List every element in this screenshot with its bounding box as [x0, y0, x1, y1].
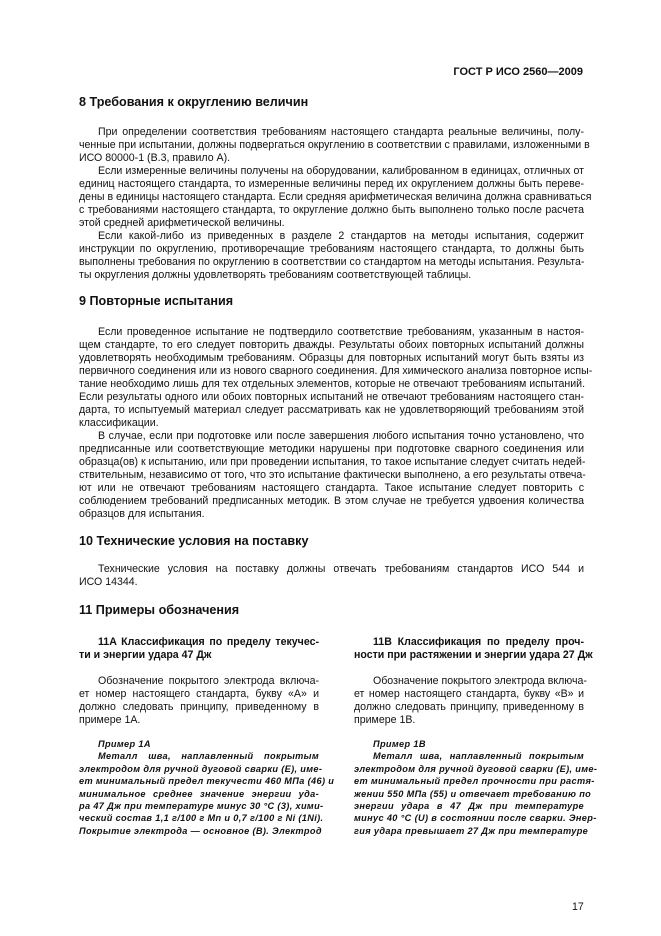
page-number: 17	[572, 901, 584, 913]
section-8-heading: 8 Требования к округлению величин	[79, 95, 309, 109]
example-line: гия удара превышает 27 Дж при температуре	[354, 825, 589, 836]
section-10-body	[79, 563, 584, 589]
paragraph	[354, 675, 587, 727]
example-line: ра 47 Дж при температуре минус 30 °С (3), хими-	[79, 800, 324, 811]
example-line: Металл шва, наплавленный покрытым	[373, 751, 584, 762]
subsection-heading-line: 11B Классификация по пределу проч-	[373, 636, 584, 648]
document-id: ГОСТ Р ИСО 2560—2009	[453, 66, 583, 78]
paragraph-line: Если измеренные величины получены на оборудовании, калиброванном в единицах, отличных от	[98, 165, 584, 177]
paragraph-line: примере 1B.	[354, 714, 416, 726]
paragraph-line: ствительным, независимо от того, что это испытание фактически выполнено, а его результаты отвеча-	[79, 469, 586, 481]
example-line: электродом для ручной дуговой сварки (E), име-	[354, 763, 598, 774]
paragraph-line: соблюдением требований предписанных методик. В этом случае не требуется удвоения количества	[79, 495, 584, 507]
paragraph-line: выполнены требования по округлению в соответствии со стандартом на методы испытания. Результа-	[79, 256, 585, 268]
paragraph-line: дарта, то испытуемый материал следует рассматривать как не удовлетворяющий требованиям этой	[79, 404, 584, 416]
example-title: Пример 1B	[373, 739, 426, 749]
section-9-heading: 9 Повторные испытания	[79, 294, 234, 308]
subsection-heading-line: ности при растяжении и энергии удара 27 Дж	[354, 649, 593, 661]
example	[79, 738, 335, 837]
paragraph-line: ИСО 14344.	[79, 576, 138, 588]
section-10-heading: 10 Технические условия на поставку	[79, 534, 309, 548]
example-line: ет минимальный предел прочности при растя-	[354, 776, 595, 787]
section-9-body	[79, 326, 593, 521]
example-title: Пример 1A	[98, 739, 151, 749]
example-line: минимальное среднее значение энергии уда-	[79, 788, 319, 799]
paragraph-line: образца(ов) к испытанию, или при проведении испытания, то такое испытание следует считать недей-	[79, 456, 586, 468]
paragraph	[79, 326, 593, 430]
paragraph	[79, 675, 319, 727]
paragraph-line: щем стандарте, то его следует повторить дважды. Результаты обоих повторных испытаний должны	[79, 339, 584, 351]
paragraph-line: ченные при испытании, должны подвергаться округлению в соответствии с правилами, изложенными в	[79, 139, 590, 151]
paragraph-line: Если проведенное испытание не подтвердило соответствие требованиям, указанным в настоя-	[98, 326, 584, 338]
paragraph-line: примере 1A.	[79, 714, 141, 726]
paragraph-line: классификации.	[79, 417, 159, 429]
subsection-heading-line: 11A Классификация по пределу текучес-	[98, 636, 319, 648]
paragraph-line: Обозначение покрытого электрода включа-	[98, 675, 319, 687]
example-line: Металл шва, наплавленный покрытым	[98, 751, 319, 762]
paragraph-line: В случае, если при подготовке или после завершения любого испытания точно установлено, что	[98, 430, 584, 442]
paragraph-line: удовлетворять необходимым требованиям. Образцы для повторных испытаний могут быть взяты из	[79, 352, 584, 364]
example-line: жении 550 МПа (55) и отвечает требованию по	[354, 788, 592, 799]
section-11-heading: 11 Примеры обозначения	[79, 603, 240, 617]
example-line: электродом для ручной дуговой сварки (E), име-	[79, 763, 323, 774]
subsection-heading-line: ти и энергии удара 47 Дж	[79, 649, 212, 661]
subsection-heading	[79, 636, 319, 662]
paragraph	[79, 230, 584, 282]
paragraph-line: ют или не отвечают требованиям настоящего стандарта. Такое испытание следует повторить с	[79, 482, 584, 494]
paragraph-line: единиц настоящего стандарта, то измеренные величины перед их округлением должны быть переве-	[79, 178, 584, 190]
paragraph-line: Обозначение покрытого электрода включа-	[373, 675, 587, 687]
subsection-heading	[354, 636, 593, 662]
paragraph	[79, 430, 584, 521]
section-8-body	[79, 126, 592, 282]
paragraph-line: При определении соответствия требованиям настоящего стандарта реальные величины, полу-	[98, 126, 584, 138]
paragraph	[79, 126, 590, 165]
paragraph-line: Если какой-либо из приведенных в разделе 2 стандартов на методы испытания, содержит	[98, 230, 584, 242]
paragraph-line: ет номер настоящего стандарта, букву «A» и	[79, 688, 319, 700]
paragraph	[79, 563, 584, 589]
column-11a	[79, 636, 335, 837]
example-line: минус 40 °С (U) в состоянии после сварки. Энер-	[354, 813, 597, 824]
example-line: ет минимальный предел текучести 460 МПа (46) и	[79, 776, 335, 787]
paragraph-line: ИСО 80000-1 (B.3, правило A).	[79, 152, 231, 164]
example	[354, 738, 598, 837]
example-line: Покрытие электрода — основное (B). Электрод	[79, 825, 322, 836]
paragraph-line: с требованиями настоящего стандарта, то округление должно быть выполнено только после расчета	[79, 204, 584, 216]
paragraph-line: должно следовать принципу, приведенному в	[79, 701, 319, 713]
paragraph-line: ет номер настоящего стандарта, букву «B» и	[354, 688, 584, 700]
paragraph-line: Если результаты одного или обоих повторных испытаний не отвечают требованиям настоящего стан-	[79, 391, 584, 403]
paragraph-line: первичного соединения или из нового сварного соединения. Для химического анализа повторное испы-	[79, 365, 593, 377]
example-line: ческий состав 1,1 г/100 г Mn и 0,7 г/100 г Ni (1Ni).	[79, 813, 324, 824]
paragraph-line: ты округления должны удовлетворять требованиям соответствующей таблицы.	[79, 269, 472, 281]
paragraph-line: этой средней арифметической величины.	[79, 217, 285, 229]
column-11b	[354, 636, 598, 837]
paragraph-line: инструкции по округлению, противоречащие требованиям настоящего стандарта, то должны быть	[79, 243, 584, 255]
paragraph-line: должно следовать принципу, приведенному в	[354, 701, 584, 713]
paragraph-line: дены в единицы настоящего стандарта. Если средняя арифметическая величина должна сравниваться	[79, 191, 592, 203]
paragraph-line: образцов для испытания.	[79, 508, 205, 520]
paragraph	[79, 165, 592, 230]
example-line: энергии удара в 47 Дж при температуре	[354, 800, 584, 811]
paragraph-line: Технические условия на поставку должны отвечать требованиям стандартов ИСО 544 и	[98, 563, 584, 575]
paragraph-line: предписанные или соответствующие методики нарушены при подготовке сварного соединения или	[79, 443, 584, 455]
paragraph-line: тание необходимо лишь для тех отдельных элементов, которые не отвечают требованиям испытаний.	[79, 378, 586, 390]
